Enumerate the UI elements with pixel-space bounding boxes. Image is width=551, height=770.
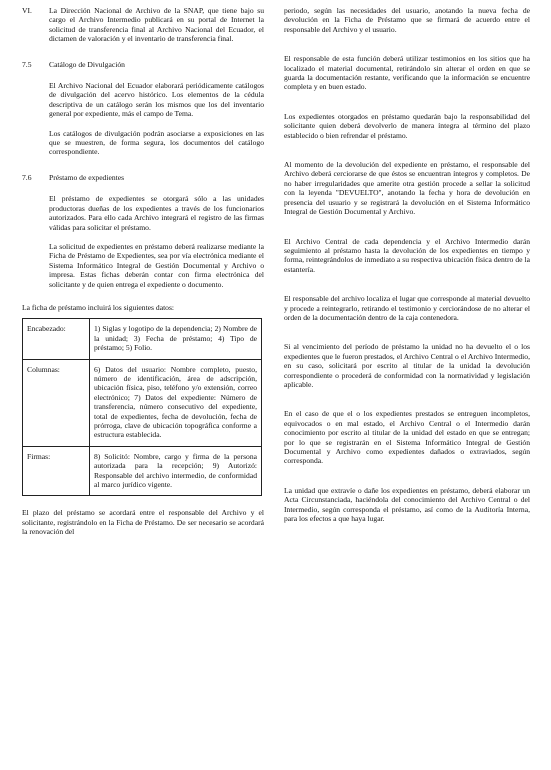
item-vi	[22, 6, 264, 44]
section-number: 7.6	[22, 172, 32, 182]
section-number: 7.5	[22, 59, 32, 69]
field-label: Firmas:	[23, 446, 90, 496]
field-value: 8) Solicitó: Nombre, cargo y firma de la persona autorizada para la recepción; 9) Autorizó: Responsable del archivo intermedio, de conformidad al marco jurídico vigente.	[90, 446, 262, 496]
paragraph: La solicitud de expedientes en préstamo deberá realizarse mediante la Ficha de Préstamo de Expedientes, sea por vía electrónica mediante el Sistema Informático Integral de Gestión Documental y Archivo o impresa. Estas fichas deberán contar con firma electrónica del solicitante y de quien entrega el expediente o documento.	[49, 241, 264, 289]
item-text: La Dirección Nacional de Archivo de la SNAP, que tiene bajo su cargo el Archivo Intermedio publicará en su portal de Internet la solicitud de transferencia final al Archivo Nacional del Ecuador, el dictamen de valoración y el inventario de transferencia final.	[49, 6, 264, 44]
right-column	[284, 6, 530, 533]
paragraph: El responsable de esta función deberá utilizar testimonios en los sitios que ha localizado el material documental, retirándolo sin alterar el orden en que se guarda la documentación restante, verificando que la información se encuentre completa y en buen estado.	[284, 54, 530, 92]
item-number: VI.	[22, 6, 32, 15]
paragraph: El préstamo de expedientes se otorgará sólo a las unidades productoras dueñas de los expedientes a través de los funcionarios autorizados. Para ello cada Archivo integrará el registro de las firmas válidas para solicitar el préstamo.	[49, 194, 264, 232]
paragraph: Si al vencimiento del período de préstamo la unidad no ha devuelto el o los expedientes que le fueron prestados, el Archivo Central o el Archivo Intermedio, en su caso, solicitará por escrito al titular de la unidad la devolución correspondiente o procederá de conformidad con la normatividad y legislación aplicable.	[284, 342, 530, 389]
paragraph: Los expedientes otorgados en préstamo quedarán bajo la responsabilidad del solicitante quien deberá devolverlo de manera íntegra al término del plazo establecido o bien refrendar el préstamo.	[284, 111, 530, 140]
field-value: 1) Siglas y logotipo de la dependencia; 2) Nombre de la unidad; 3) Fecha de préstamo; 4) Tipo de préstamo; 5) Folio.	[90, 319, 262, 359]
paragraph: En el caso de que el o los expedientes prestados se entreguen incompletos, equivocados o en mal estado, el Archivo Central o el Intermedio darán conocimiento por escrito al titular de la unidad del estado en que se entregan; por lo que se registrarán en el Sistema Informático Integral de Gestión Documental y Archivo como expedientes dañados o extraviados, según corresponda.	[284, 409, 530, 466]
paragraph: El responsable del archivo localiza el lugar que corresponde al material devuelto y procede a reintegrarlo, retirando el testimonio y cerciorándose de no alterar el orden de la documentación dentro de la caja contenedora.	[284, 294, 530, 322]
table-row	[23, 319, 262, 359]
left-column	[22, 6, 264, 547]
table-row	[23, 359, 262, 446]
table-row	[23, 446, 262, 496]
section-title: Catálogo de Divulgación	[49, 59, 125, 69]
paragraph: La unidad que extravíe o dañe los expedientes en préstamo, deberá elaborar un Acta Circunstanciada, haciéndola del conocimiento del Archivo Central o del Intermedio, según corresponda el préstamo, así como de la Auditoría Interna, para los efectos a que haya lugar.	[284, 485, 530, 524]
table-intro: La ficha de préstamo incluirá los siguientes datos:	[22, 302, 175, 312]
section-title: Préstamo de expedientes	[49, 172, 125, 182]
field-label: Encabezado:	[23, 319, 90, 359]
field-label: Columnas:	[23, 359, 90, 446]
paragraph: El Archivo Nacional del Ecuador elaborará periódicamente catálogos de divulgación del acervo histórico. Los elementos de la cédula descriptiva de un catálogo serán los mismos que los del inventario general por expediente, más el campo de Tema.	[49, 81, 264, 119]
section-heading-7-6	[22, 173, 264, 182]
paragraph: El plazo del préstamo se acordará entre el responsable del Archivo y el solicitante, registrándolo en la Ficha de Préstamo. De ser necesario se acordará la renovación del	[22, 508, 264, 537]
paragraph: periodo, según las necesidades del usuario, anotando la nueva fecha de devolución en la Ficha de Préstamo que se firmará de acuerdo entre el responsable del Archivo y el usuario.	[284, 6, 530, 34]
section-heading-7-5	[22, 60, 264, 69]
paragraph: Los catálogos de divulgación podrán asociarse a exposiciones en las que se muestren, de forma segura, los documentos del catálogo correspondiente.	[49, 128, 264, 157]
paragraph: Al momento de la devolución del expediente en préstamo, el responsable del Archivo deberá cerciorarse de que éstos se encuentran íntegros y completos. De no haber irregularidades que amerite otra gestión procede a sellar la solicitud con la leyenda "DEVUELTO", anotando la fecha y hora de devolución en presencia del usuario y se registrará la devolución en el Sistema Informático Integral de Gestión Documental y Archivo.	[284, 160, 530, 217]
loan-form-fields-table	[22, 318, 262, 496]
field-value: 6) Datos del usuario: Nombre completo, puesto, número de identificación, área de adscripción, ubicación física, piso, teléfono y/o extensión, correo electrónico; 7) Datos del expediente: Número de transferencia, número consecutivo del expediente, total de expedientes, fecha de devolución, fecha de prórroga, clave de ubicación topográfica conforme a estructura establecida.	[90, 359, 262, 446]
paragraph: El Archivo Central de cada dependencia y el Archivo Intermedio darán seguimiento al préstamo hasta la devolución de los expedientes en tiempo y forma, reintegrándolos de inmediato a su respectiva ubicación física dentro de la estantería.	[284, 236, 530, 274]
